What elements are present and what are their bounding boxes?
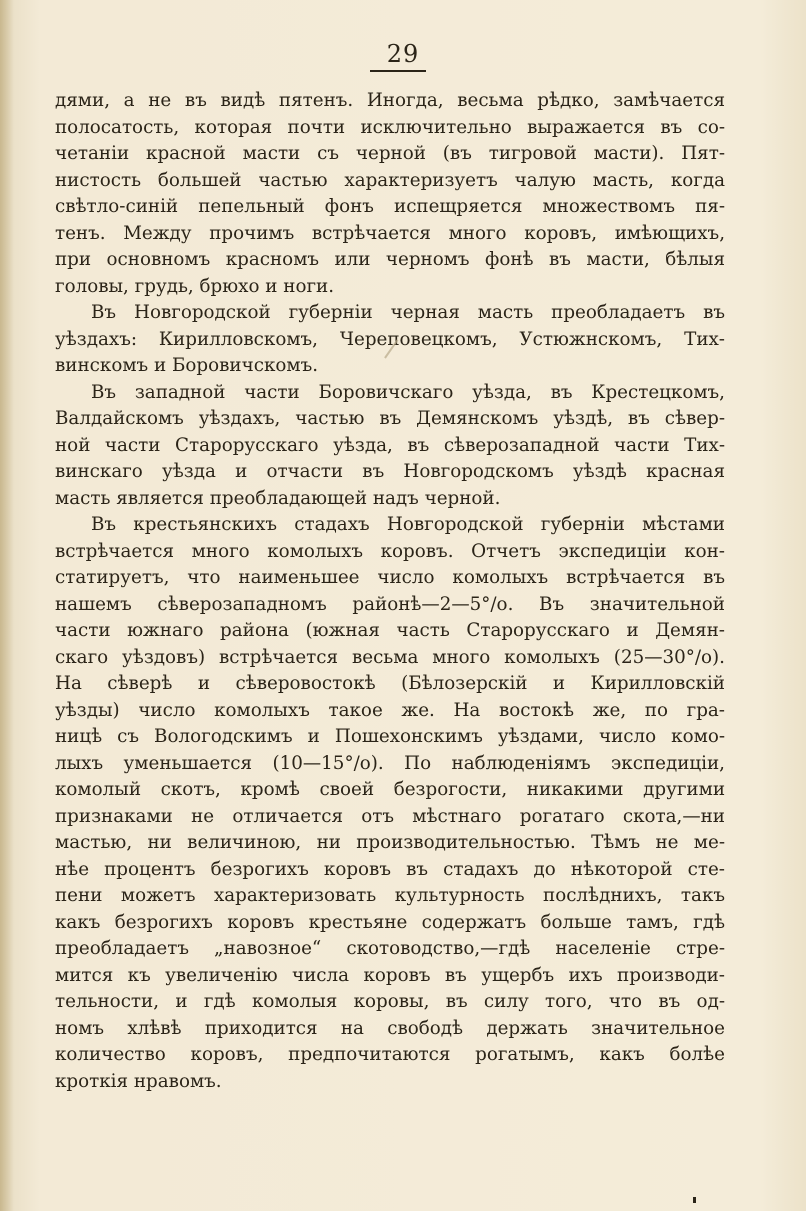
text-line: количество коровъ, предпочитаются рогатымъ, какъ болѣе (55, 1044, 725, 1065)
text-line: На сѣверѣ и сѣверовостокѣ (Бѣлозерскiй и Кирилловскiй (55, 673, 725, 694)
text-line: дями, а не въ видѣ пятенъ. Иногда, весьма рѣдко, замѣчается (55, 90, 725, 111)
text-line: ницѣ съ Вологодскимъ и Пошехонскимъ уѣздами, число комо- (55, 726, 725, 747)
text-line: полосатость, которая почти исключительно выражается въ со- (55, 116, 725, 138)
page-number: 29 (386, 40, 420, 68)
page-binding-shadow (0, 0, 14, 1211)
text-line: признаками не отличается отъ мѣстнаго рогатаго скота,—ни (55, 805, 725, 827)
text-line: кроткiя нравомъ. (55, 1070, 222, 1092)
text-line: уѣздахъ: Кирилловскомъ, Череповецкомъ, Устюжнскомъ, Тих- (55, 328, 725, 350)
text-line: номъ хлѣвѣ приходится на свободѣ держать значительное (55, 1017, 725, 1039)
text-line: при основномъ красномъ или черномъ фонѣ въ масти, бѣлыя (55, 249, 725, 270)
text-line: статируетъ, что наименьшее число комолыхъ встрѣчается въ (55, 567, 725, 588)
ink-spot (693, 1197, 696, 1203)
text-line: мастью, ни величиною, ни производительностью. Тѣмъ не ме- (55, 832, 725, 853)
text-line: винскомъ и Боровичскомъ. (55, 355, 319, 376)
text-line: Валдайскомъ уѣздахъ, частью въ Демянскомъ уѣздѣ, въ сѣвер- (55, 408, 725, 429)
text-line: нашемъ сѣверозападномъ районѣ—2—5°/о. Въ значительной (55, 593, 725, 615)
text-line: пени можетъ характеризовать культурность послѣднихъ, такъ (55, 885, 725, 906)
text-line: тельности, и гдѣ комолыя коровы, въ силу того, что въ од- (55, 991, 725, 1012)
text-line: Въ крестьянскихъ стадахъ Новгородской губернiи мѣстами (91, 514, 725, 535)
text-line: мится къ увеличенiю числа коровъ въ ущербъ ихъ производи- (55, 964, 725, 986)
text-line: свѣтло-синiй пепельный фонъ испещряется множествомъ пя- (55, 196, 725, 217)
text-line: ной части Старорусскаго уѣзда, въ сѣверозападной части Тих- (55, 434, 725, 456)
body-text (55, 88, 725, 1095)
text-line: четанiи красной масти съ черной (въ тигровой масти). Пят- (55, 143, 725, 164)
page-number-rule (370, 70, 426, 72)
text-line: нѣе процентъ безрогихъ коровъ въ стадахъ до нѣкоторой сте- (55, 858, 725, 880)
text-line: головы, грудь, брюхо и ноги. (55, 275, 335, 297)
text-line: тенъ. Между прочимъ встрѣчается много коровъ, имѣющихъ, (55, 222, 725, 244)
text-line: какъ безрогихъ коровъ крестьяне содержатъ больше тамъ, гдѣ (55, 911, 725, 933)
text-line: преобладаетъ „навозное“ скотоводство,—гдѣ населенiе стре- (55, 938, 725, 959)
text-line: Въ западной части Боровичскаго уѣзда, въ Крестецкомъ, (91, 381, 725, 403)
text-line: уѣзды) число комолыхъ такое же. На востокѣ же, по гра- (55, 699, 725, 721)
text-line: скаго уѣздовъ) встрѣчается весьма много комолыхъ (25—30°/о). (55, 646, 725, 668)
text-line: части южнаго района (южная часть Старорусскаго и Демян- (55, 620, 725, 641)
text-line: встрѣчается много комолыхъ коровъ. Отчетъ экспедицiи кон- (55, 540, 725, 562)
text-line: винскаго уѣзда и отчасти въ Новгородскомъ уѣздѣ красная (55, 461, 725, 482)
text-line: Въ Новгородской губернiи черная масть преобладаетъ въ (91, 302, 725, 323)
text-line: комолый скотъ, кромѣ своей безрогости, никакими другими (55, 779, 725, 800)
text-line: масть является преобладающей надъ черной. (55, 487, 501, 509)
text-line: нистость большей частью характеризуетъ чалую масть, когда (55, 169, 725, 191)
text-line: лыхъ уменьшается (10—15°/о). По наблюденiямъ экспедицiи, (55, 752, 725, 774)
